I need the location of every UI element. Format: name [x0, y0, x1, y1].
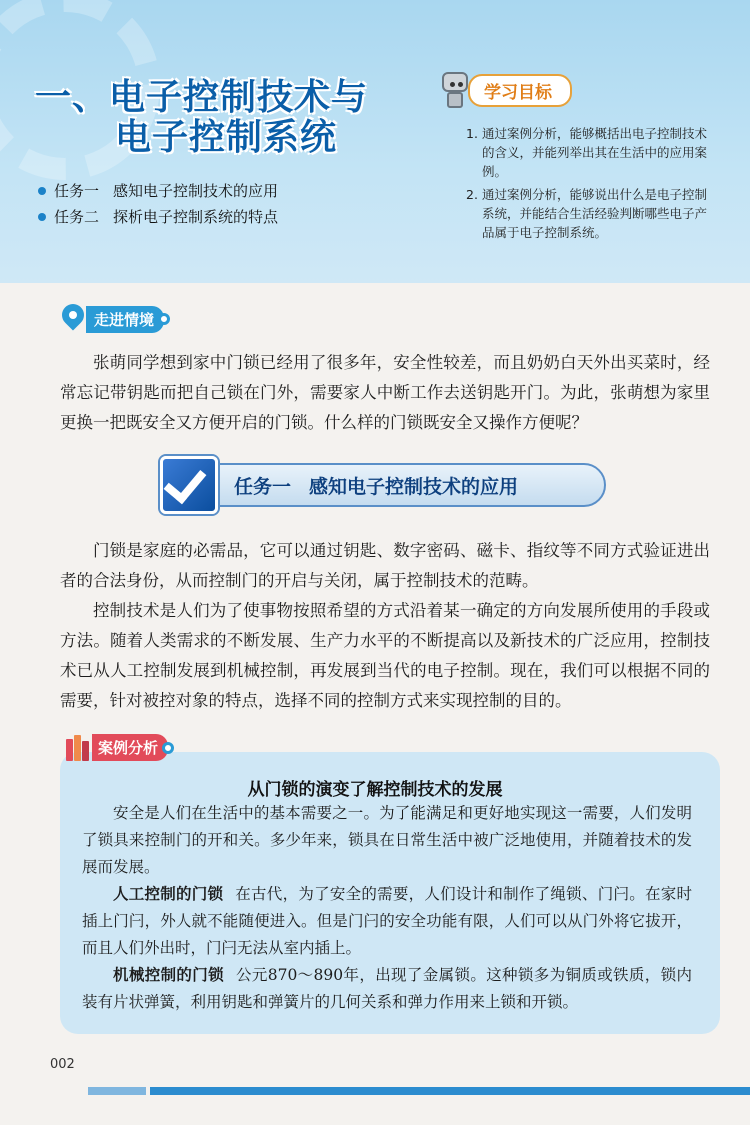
bullet-icon: [38, 187, 46, 195]
checkmark-icon: [160, 456, 218, 514]
case-subhead: 人工控制的门锁: [113, 885, 224, 903]
case-paragraph: 安全是人们在生活中的基本需要之一。为了能满足和更好地实现这一需要，人们发明了锁具来控制门的开和关。多少年来，锁具在日常生活中被广泛地使用，并随着技术的发展而发展。: [82, 804, 692, 876]
case-paragraph: [82, 962, 692, 1016]
task-num: 任务二: [54, 208, 100, 226]
goal-text: 通过案例分析，能够概括出电子控制技术的含义，并能列举出其在生活中的应用案例。: [482, 126, 708, 179]
chapter-title-line2: 电子控制系统: [115, 117, 338, 158]
body-paragraph: 门锁是家庭的必需品，它可以通过钥匙、数字密码、磁卡、指纹等不同方式验证进出者的合法身份，从而控制门的开启与关闭，属于控制技术的范畴。: [60, 541, 710, 590]
tag-end-icon: [158, 313, 170, 325]
chapter-title-line1: 一、电子控制技术与: [35, 77, 369, 118]
learning-goals-list: [466, 124, 716, 246]
books-icon: [66, 735, 92, 761]
footer-bar-light: [88, 1087, 146, 1095]
case-subhead: 机械控制的门锁: [113, 966, 225, 984]
bullet-icon: [38, 213, 46, 221]
goal-text: 通过案例分析，能够说出什么是电子控制系统，并能结合生活经验判断哪些电子产品属于电子控制系统。: [482, 187, 708, 240]
intro-paragraph: 张萌同学想到家中门锁已经用了很多年，安全性较差，而且奶奶白天外出买菜时，经常忘记带钥匙而把自己锁在门外，需要家人中断工作去送钥匙开门。为此，张萌想为家里更换一把既安全又方便开启的门锁。什么样的门锁既安全又操作方便呢？: [60, 353, 710, 432]
tag-end-icon: [162, 742, 174, 754]
location-pin-icon: [60, 304, 86, 334]
task-banner: [160, 461, 606, 509]
task-num: 任务一: [54, 182, 100, 200]
task-item: [38, 178, 278, 204]
goal-item: [466, 124, 716, 181]
learning-goals-header: [438, 70, 572, 110]
case-paragraph-text: 在古代，为了安全的需要，人们设计和制作了绳锁、门闩。在家时插上门闩，外人就不能随便进入。但是门闩的安全功能有限，人们可以从门外将它拔开，而且人们外出时，门闩无法从室内插上。: [82, 885, 692, 957]
intro-tag: [60, 304, 170, 334]
chapter-header: [0, 0, 750, 283]
goal-num: 1.: [466, 126, 478, 141]
case-title: 从门锁的演变了解控制技术的发展: [247, 780, 503, 800]
case-paragraph-text: 公元870～890年，出现了金属锁。这种锁多为铜质或铁质，锁内装有片状弹簧，利用钥匙和弹簧片的几何关系和弹力作用来上锁和开锁。: [82, 966, 692, 1011]
page-number: 002: [50, 1057, 75, 1072]
intro-tag-label: 走进情境: [86, 306, 164, 333]
task-text: 感知电子控制技术的应用: [113, 182, 279, 200]
case-tag-label: 案例分析: [92, 734, 168, 761]
task-banner-bar: [212, 463, 606, 507]
goal-item: [466, 185, 716, 242]
learning-goals-label: 学习目标: [468, 74, 572, 107]
task-list: [38, 178, 278, 230]
task-text: 探析电子控制系统的特点: [113, 208, 279, 226]
robot-icon: [438, 70, 472, 110]
body-paragraph: 控制技术是人们为了使事物按照希望的方式沿着某一确定的方向发展所使用的手段或方法。随着人类需求的不断发展、生产力水平的不断提高以及新技术的广泛应用，控制技术已从人工控制发展到机械控制，再发展到当代的电子控制。现在，我们可以根据不同的需要，针对被控对象的特点，选择不同的控制方式来实现控制的目的。: [60, 601, 710, 710]
footer-bar: [150, 1087, 750, 1095]
chapter-title: [35, 78, 368, 158]
task-item: [38, 204, 278, 230]
task-banner-title: 感知电子控制技术的应用: [309, 475, 519, 498]
goal-num: 2.: [466, 187, 478, 202]
task-banner-num: 任务一: [234, 475, 292, 498]
case-paragraph: [82, 881, 692, 962]
case-tag: [66, 734, 174, 761]
